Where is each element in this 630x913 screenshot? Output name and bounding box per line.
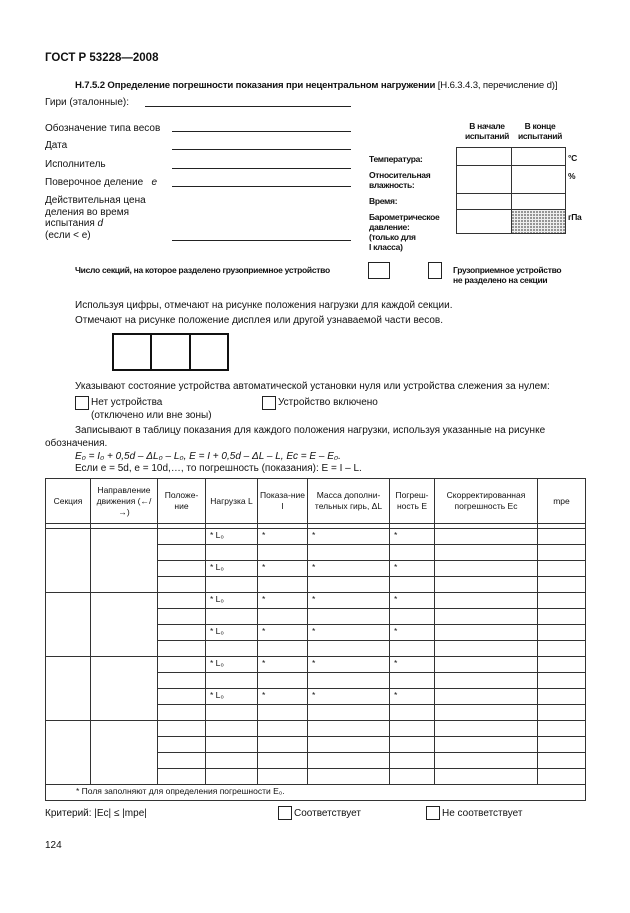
star-mark: * <box>308 657 390 673</box>
temp-start-cell[interactable] <box>457 148 512 166</box>
pressure-start-cell[interactable] <box>457 210 512 234</box>
actual-div-label <box>45 195 146 241</box>
device-on-label: Устройство включено <box>278 397 378 408</box>
not-divided-checkbox[interactable] <box>428 262 442 279</box>
load-mark: * L₀ <box>206 529 258 545</box>
zero-device-label: Указывают состояние устройства автоматической установки нуля или устройства слежения за нулем: <box>75 381 550 392</box>
load-mark: * L₀ <box>206 689 258 705</box>
pass-checkbox[interactable] <box>278 806 292 820</box>
time-start-cell[interactable] <box>457 194 512 210</box>
section-cell[interactable] <box>46 529 91 593</box>
col-error: Погреш-ность E <box>390 479 435 524</box>
star-mark: * <box>308 625 390 641</box>
scale-sketch <box>112 333 229 371</box>
col-position: Положе-ние <box>158 479 206 524</box>
not-divided-label <box>453 265 561 285</box>
record-line2: обозначения. <box>45 438 108 449</box>
col-start-header <box>462 121 512 141</box>
col-start-line2: испытаний <box>464 131 510 141</box>
load-mark: * L₀ <box>206 561 258 577</box>
direction-cell[interactable] <box>91 721 158 785</box>
pressure-unit: гПа <box>568 212 582 222</box>
direction-cell[interactable] <box>91 657 158 721</box>
star-mark: * <box>308 529 390 545</box>
no-device-label: Нет устройства <box>91 397 163 408</box>
section-cell[interactable] <box>46 657 91 721</box>
star-mark: * <box>258 625 308 641</box>
col-extra-mass: Масса дополни-тельных гирь, ΔL <box>308 479 390 524</box>
actual-div-symbol: d <box>97 218 104 229</box>
executor-label: Исполнитель <box>45 159 106 170</box>
sections-count-box[interactable] <box>368 262 390 279</box>
col-direction: Направление движения (←/→) <box>91 479 158 524</box>
pressure-line4: I класса) <box>369 242 403 252</box>
section-cell[interactable] <box>46 593 91 657</box>
verification-div-symbol: e <box>151 177 158 188</box>
actual-div-input-line[interactable] <box>172 240 351 241</box>
star-mark: * <box>308 689 390 705</box>
sketch-section-1[interactable] <box>113 334 151 370</box>
humidity-end-cell[interactable] <box>511 166 566 194</box>
record-line1: Записывают в таблицу показания для каждого положения нагрузки, используя указанные на рисунке <box>75 425 546 436</box>
direction-cell[interactable] <box>91 529 158 593</box>
type-label: Обозначение типа весов <box>45 123 161 134</box>
table-row <box>46 529 586 545</box>
not-divided-line2: не разделено на секции <box>453 275 548 285</box>
no-device-sub-label: (отключено или вне зоны) <box>91 410 212 421</box>
sketch-section-2[interactable] <box>151 334 189 370</box>
date-input-line[interactable] <box>172 149 351 150</box>
table-header-row <box>46 479 586 524</box>
doc-code: ГОСТ Р 53228—2008 <box>45 52 159 64</box>
temp-end-cell[interactable] <box>511 148 566 166</box>
section-title-text: Н.7.5.2 Определение погрешности показания при нецентральном нагружении <box>75 80 436 91</box>
actual-div-line3: испытания <box>45 218 95 229</box>
star-mark: * <box>258 689 308 705</box>
temperature-label: Температура: <box>369 154 423 164</box>
star-mark: * <box>390 529 435 545</box>
sections-count-label: Число секций, на которое разделено грузоприемное устройство <box>75 265 330 275</box>
conditions-grid <box>456 147 566 234</box>
star-mark: * <box>258 593 308 609</box>
col-end-line2: испытаний <box>517 131 563 141</box>
table-row <box>46 721 586 737</box>
humidity-line1: Относительная <box>369 170 431 180</box>
direction-cell[interactable] <box>91 593 158 657</box>
formula-line: E₀ = I₀ + 0,5d – ΔL₀ – L₀, E = I + 0,5d – ΔL – L, Eс = E – E₀. <box>75 451 341 462</box>
results-table <box>45 478 586 801</box>
star-mark: * <box>258 657 308 673</box>
load-mark: * L₀ <box>206 657 258 673</box>
actual-div-line1: Действительная цена <box>45 195 146 206</box>
no-device-checkbox[interactable] <box>75 396 89 410</box>
pressure-end-cell <box>511 210 566 234</box>
star-mark: * <box>390 625 435 641</box>
actual-div-line2: деления во время <box>45 206 130 218</box>
star-mark: * <box>390 561 435 577</box>
instruction-line1: Используя цифры, отмечают на рисунке положения нагрузки для каждой секции. <box>75 300 453 311</box>
pressure-label <box>369 212 439 252</box>
device-on-checkbox[interactable] <box>262 396 276 410</box>
instruction-line2: Отмечают на рисунке положение дисплея или другой узнаваемой части весов. <box>75 315 443 326</box>
col-mpe: mpe <box>538 479 586 524</box>
table-footnote: * Поля заполняют для определения погрешности E₀. <box>46 785 586 801</box>
table-row <box>46 657 586 673</box>
star-mark: * <box>390 593 435 609</box>
pressure-line1: Барометрическое <box>369 212 440 222</box>
col-indication: Показа-ние I <box>258 479 308 524</box>
formula-line2: Если e = 5d, e = 10d,…, то погрешность (показания): E = I – L. <box>75 463 362 474</box>
section-title-ref: [Н.6.3.4.3, перечисление d)] <box>437 80 558 91</box>
pass-label: Соответствует <box>294 808 361 819</box>
weights-input-line[interactable] <box>145 106 351 107</box>
col-corrected-error: Скорректированная погрешность Eс <box>435 479 538 524</box>
pressure-line2: давление: <box>369 222 410 232</box>
star-mark: * <box>258 561 308 577</box>
fail-label: Не соответствует <box>442 808 523 819</box>
table-row <box>46 593 586 609</box>
sketch-section-3[interactable] <box>190 334 228 370</box>
not-divided-line1: Грузоприемное устройство <box>453 265 562 275</box>
time-end-cell[interactable] <box>511 194 566 210</box>
humidity-line2: влажность: <box>369 180 415 190</box>
weights-label: Гири (эталонные): <box>45 97 130 108</box>
load-mark: * L₀ <box>206 593 258 609</box>
time-label: Время: <box>369 196 398 206</box>
fail-checkbox[interactable] <box>426 806 440 820</box>
star-mark: * <box>308 561 390 577</box>
star-mark: * <box>308 593 390 609</box>
actual-div-line4: (если < e) <box>45 229 91 241</box>
verification-div-text: Поверочное деление <box>45 177 144 188</box>
humidity-unit: % <box>568 171 576 181</box>
star-mark: * <box>390 689 435 705</box>
col-end-header <box>514 121 566 141</box>
humidity-start-cell[interactable] <box>457 166 512 194</box>
col-load: Нагрузка L <box>206 479 258 524</box>
type-input-line[interactable] <box>172 131 351 132</box>
col-section: Секция <box>46 479 91 524</box>
page-number: 124 <box>45 840 62 851</box>
verification-div-input-line[interactable] <box>172 186 351 187</box>
col-start-line1: В начале <box>469 121 505 131</box>
executor-input-line[interactable] <box>172 168 351 169</box>
date-label: Дата <box>45 140 68 151</box>
humidity-label <box>369 170 430 190</box>
col-end-line1: В конце <box>524 121 556 131</box>
section-cell[interactable] <box>46 721 91 785</box>
section-title <box>75 80 557 91</box>
verification-div-label <box>45 177 157 188</box>
star-mark: * <box>390 657 435 673</box>
star-mark: * <box>258 529 308 545</box>
table-footnote-row <box>46 785 586 801</box>
criterion-label: Критерий: |Eс| ≤ |mpe| <box>45 808 147 819</box>
load-mark: * L₀ <box>206 625 258 641</box>
pressure-line3: (только для <box>369 232 416 242</box>
temperature-unit: °C <box>568 153 577 163</box>
